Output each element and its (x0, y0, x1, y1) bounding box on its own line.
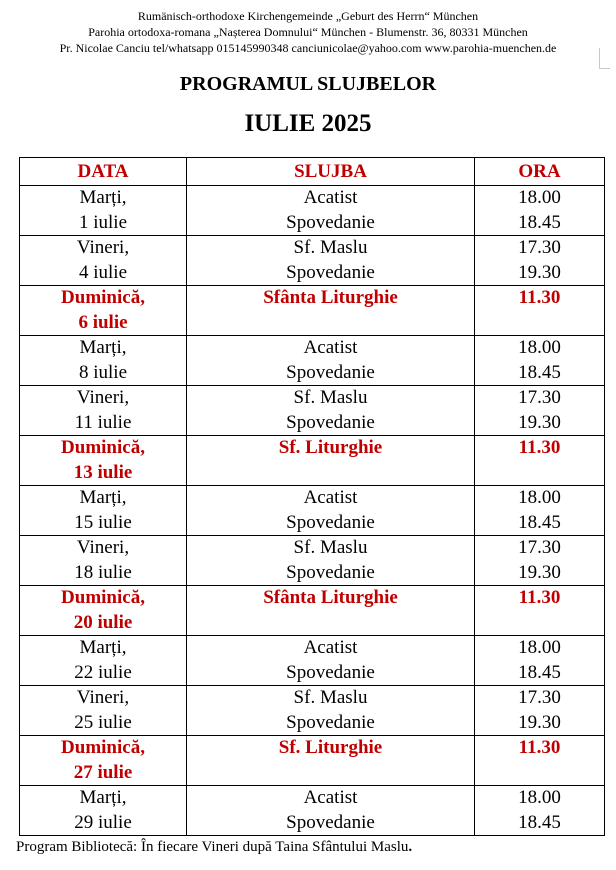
service-cell-s2: Spovedanie (286, 261, 375, 283)
table-row (20, 736, 605, 786)
service-cell-s2: Spovedanie (286, 811, 375, 833)
table-row (20, 286, 605, 336)
service-cell-s2: Spovedanie (286, 511, 375, 533)
service-cell-s1: Sf. Maslu (293, 387, 368, 408)
service-cell-s2: Spovedanie (286, 661, 375, 683)
date-cell-date: 22 iulie (74, 661, 132, 683)
date-cell-day: Duminică, (61, 737, 145, 758)
service-cell-s1: Sfânta Liturghie (263, 587, 398, 608)
date-cell-day: Vineri, (76, 237, 130, 258)
date-cell (20, 486, 187, 536)
date-cell-day: Marți, (79, 637, 127, 658)
service-cell (187, 286, 475, 336)
time-cell-t2: 19.30 (518, 711, 561, 733)
date-cell-date: 13 iulie (73, 461, 133, 483)
date-cell-day: Marți, (79, 787, 127, 808)
date-cell (20, 786, 187, 836)
time-cell (475, 486, 605, 536)
service-cell-s1: Acatist (303, 637, 358, 658)
header-line-contact: Pr. Nicolae Canciu tel/whatsapp 015145990348 canciunicolae@yahoo.com www.parohia-muenchen.de (59, 41, 557, 55)
service-cell-s1: Sfânta Liturghie (263, 287, 398, 308)
time-cell-t2: 18.45 (518, 511, 561, 533)
service-cell-s2: Spovedanie (286, 361, 375, 383)
table-row (20, 586, 605, 636)
table-row (20, 536, 605, 586)
time-cell-t2: 18.45 (518, 211, 561, 233)
service-cell (187, 586, 475, 636)
date-cell (20, 536, 187, 586)
time-cell-t2: 18.45 (518, 361, 561, 383)
time-cell-t1: 17.30 (518, 237, 561, 258)
time-cell-t1: 11.30 (518, 437, 561, 458)
service-cell (187, 186, 475, 236)
service-cell-s1: Sf. Maslu (293, 237, 368, 258)
date-cell-day: Marți, (79, 187, 127, 208)
service-cell-s1: Sf. Maslu (293, 537, 368, 558)
date-cell-date: 8 iulie (78, 361, 128, 383)
time-cell (475, 386, 605, 436)
time-cell-t2: 18.45 (518, 811, 561, 833)
date-cell (20, 386, 187, 436)
service-cell (187, 336, 475, 386)
date-cell-date: 4 iulie (78, 261, 128, 283)
time-cell (475, 786, 605, 836)
table-row (20, 236, 605, 286)
time-cell-t1: 11.30 (518, 737, 561, 758)
header-line-romanian: Parohia ortodoxa-romana „Nașterea Domnului“ München - Blumenstr. 36, 80331 München (88, 25, 528, 39)
service-cell-s1: Acatist (303, 187, 358, 208)
table-row (20, 686, 605, 736)
date-cell-day: Duminică, (61, 437, 145, 458)
time-cell-t1: 18.00 (518, 487, 561, 508)
service-cell (187, 386, 475, 436)
time-cell-t1: 17.30 (518, 687, 561, 708)
header-ora: ORA (475, 158, 605, 186)
date-cell (20, 186, 187, 236)
date-cell-date: 15 iulie (74, 511, 132, 533)
table-row (20, 186, 605, 236)
date-cell-date: 25 iulie (74, 711, 132, 733)
time-cell (475, 586, 605, 636)
date-cell-date: 11 iulie (74, 411, 132, 433)
time-cell-t1: 18.00 (518, 637, 561, 658)
service-cell-s2: Spovedanie (286, 211, 375, 233)
date-cell-date: 20 iulie (73, 611, 133, 633)
page-corner-mark (599, 48, 610, 69)
time-cell-t1: 17.30 (518, 387, 561, 408)
service-cell-s2: Spovedanie (286, 711, 375, 733)
table-row (20, 386, 605, 436)
date-cell-day: Duminică, (61, 587, 145, 608)
service-cell-s1: Sf. Liturghie (278, 737, 383, 758)
date-cell (20, 336, 187, 386)
date-cell-day: Vineri, (76, 687, 130, 708)
header-slujba: SLUJBA (187, 158, 475, 186)
time-cell-t1: 11.30 (518, 587, 561, 608)
service-cell-s1: Sf. Liturghie (278, 437, 383, 458)
time-cell-t1: 11.30 (518, 287, 561, 308)
service-cell-s2: Spovedanie (286, 561, 375, 583)
table-row (20, 436, 605, 486)
service-cell (187, 786, 475, 836)
date-cell (20, 436, 187, 486)
header-data: DATA (20, 158, 187, 186)
date-cell (20, 286, 187, 336)
date-cell-date: 27 iulie (73, 761, 133, 783)
service-cell-s2: Spovedanie (286, 411, 375, 433)
date-cell-date: 18 iulie (74, 561, 132, 583)
date-cell-day: Marți, (79, 487, 127, 508)
page-title: PROGRAMUL SLUJBELOR (179, 73, 437, 95)
date-cell-day: Vineri, (76, 537, 130, 558)
date-cell-date: 6 iulie (78, 311, 128, 333)
service-cell (187, 436, 475, 486)
service-cell (187, 636, 475, 686)
service-cell-s1: Sf. Maslu (293, 687, 368, 708)
table-row (20, 486, 605, 536)
date-cell-day: Duminică, (61, 287, 145, 308)
schedule-table (19, 157, 605, 836)
time-cell (475, 186, 605, 236)
time-cell-t2: 18.45 (518, 661, 561, 683)
library-note (16, 837, 412, 857)
time-cell (475, 686, 605, 736)
service-cell (187, 536, 475, 586)
time-cell-t2: 19.30 (518, 261, 561, 283)
service-cell (187, 686, 475, 736)
service-cell (187, 236, 475, 286)
time-cell-t2: 19.30 (518, 561, 561, 583)
time-cell-t2: 19.30 (518, 411, 561, 433)
date-cell (20, 236, 187, 286)
time-cell (475, 236, 605, 286)
service-cell-s1: Acatist (303, 487, 358, 508)
table-row (20, 636, 605, 686)
date-cell (20, 586, 187, 636)
header-line-german: Rumänisch-orthodoxe Kirchengemeinde „Geburt des Herrn“ München (137, 9, 479, 23)
service-cell (187, 486, 475, 536)
date-cell-day: Vineri, (76, 387, 130, 408)
date-cell (20, 636, 187, 686)
service-cell-s1: Acatist (303, 337, 358, 358)
time-cell (475, 736, 605, 786)
date-cell (20, 736, 187, 786)
time-cell (475, 286, 605, 336)
time-cell (475, 336, 605, 386)
table-row (20, 336, 605, 386)
time-cell-t1: 18.00 (518, 787, 561, 808)
time-cell (475, 536, 605, 586)
time-cell-t1: 18.00 (518, 337, 561, 358)
time-cell (475, 636, 605, 686)
service-cell-s1: Acatist (303, 787, 358, 808)
table-header-row (20, 158, 605, 186)
date-cell-day: Marți, (79, 337, 127, 358)
time-cell (475, 436, 605, 486)
service-cell (187, 736, 475, 786)
date-cell-date: 1 iulie (78, 211, 128, 233)
time-cell-t1: 18.00 (518, 187, 561, 208)
table-row (20, 786, 605, 836)
month-title: IULIE 2025 (244, 110, 372, 137)
library-note-period: . (408, 839, 413, 855)
library-note-text: Program Bibliotecă: În fiecare Vineri după Taina Sfântului Maslu (16, 839, 409, 855)
document-header (0, 8, 616, 56)
date-cell-date: 29 iulie (74, 811, 132, 833)
date-cell (20, 686, 187, 736)
time-cell-t1: 17.30 (518, 537, 561, 558)
